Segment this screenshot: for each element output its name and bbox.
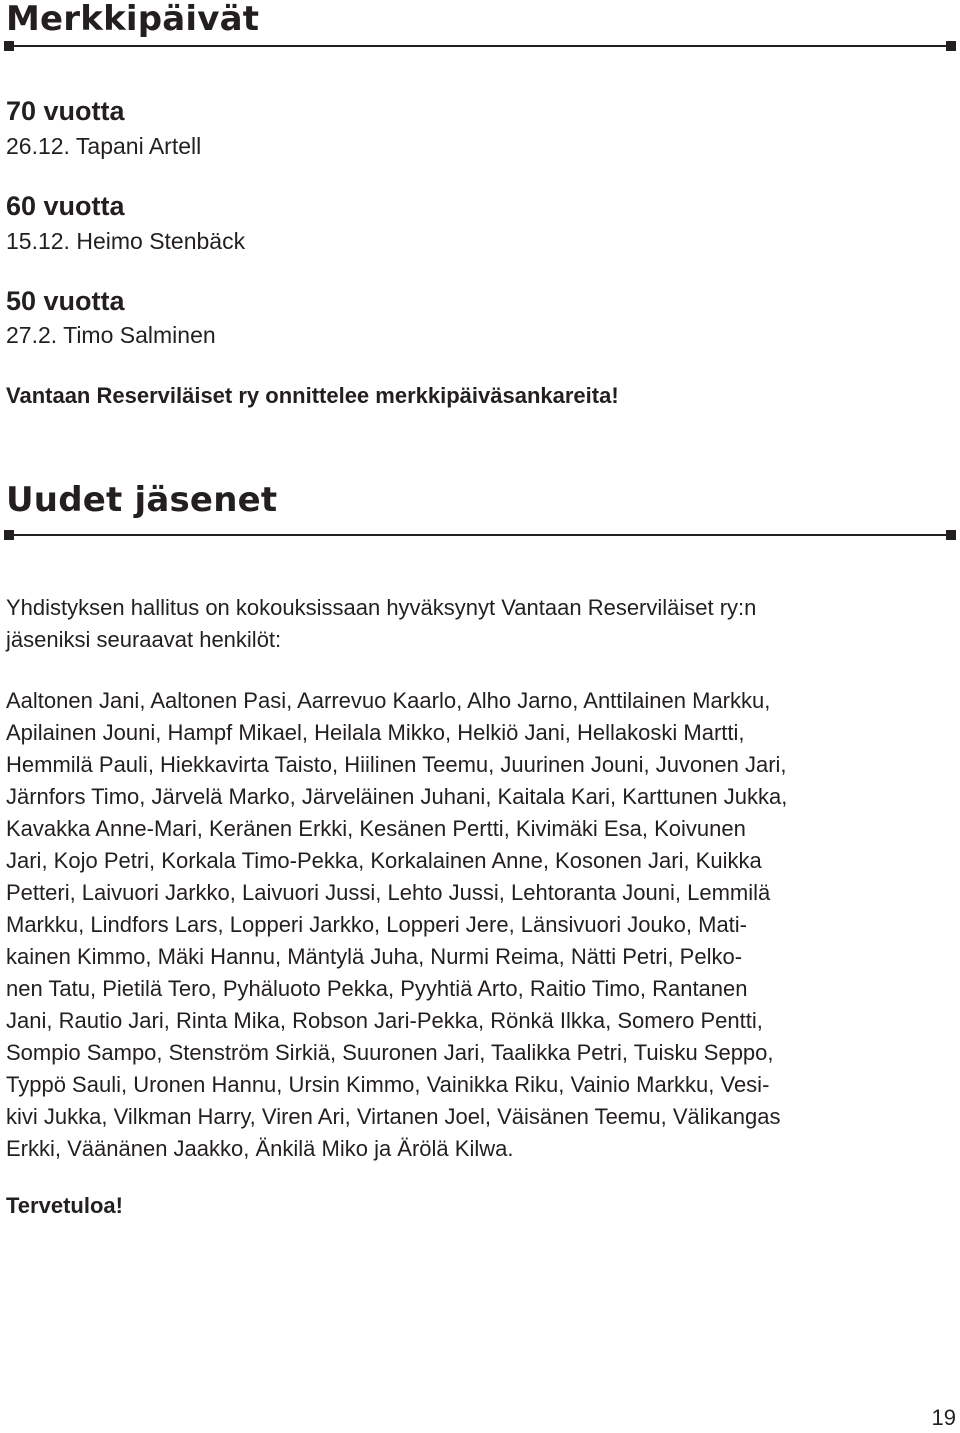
divider-line [4, 534, 956, 536]
members-line: Apilainen Jouni, Hampf Mikael, Heilala Mikko, Helkiö Jani, Hellakoski Martti, [6, 720, 745, 745]
divider-square-right [946, 530, 956, 540]
anniversary-title: 70 vuotta [6, 96, 125, 126]
members-line: Petteri, Laivuori Jarkko, Laivuori Jussi, Lehto Jussi, Lehtoranta Jouni, Lemmilä [6, 880, 771, 905]
divider-square-left [4, 530, 14, 540]
section-divider [4, 529, 956, 541]
section-heading-uudet-jasenet: Uudet jäsenet [6, 480, 278, 520]
divider-square-right [946, 41, 956, 51]
divider-line [4, 45, 956, 47]
intro-line: jäseniksi seuraavat henkilöt: [6, 627, 282, 652]
members-line: Typpö Sauli, Uronen Hannu, Ursin Kimmo, Vainikka Riku, Vainio Markku, Vesi- [6, 1072, 770, 1097]
page-number: 19 [931, 1405, 956, 1430]
members-line: Markku, Lindfors Lars, Lopperi Jarkko, Lopperi Jere, Länsivuori Jouko, Mati- [6, 912, 748, 937]
divider-square-left [4, 41, 14, 51]
members-line: kivi Jukka, Vilkman Harry, Viren Ari, Virtanen Joel, Väisänen Teemu, Välikangas [6, 1104, 781, 1129]
members-line: Kavakka Anne-Mari, Keränen Erkki, Kesänen Pertti, Kivimäki Esa, Koivunen [6, 816, 746, 841]
members-line: nen Tatu, Pietilä Tero, Pyhäluoto Pekka, Pyyhtiä Arto, Raitio Timo, Rantanen [6, 976, 748, 1001]
intro-paragraph [6, 592, 946, 656]
anniversary-entry: 26.12. Tapani Artell [6, 133, 202, 159]
members-line: Sompio Sampo, Stenström Sirkiä, Suuronen Jari, Taalikka Petri, Tuisku Seppo, [6, 1040, 774, 1065]
members-line: kainen Kimmo, Mäki Hannu, Mäntylä Juha, Nurmi Reima, Nätti Petri, Pelko- [6, 944, 743, 969]
anniversary-entry: 15.12. Heimo Stenbäck [6, 228, 246, 254]
members-line: Jani, Rautio Jari, Rinta Mika, Robson Jari-Pekka, Rönkä Ilkka, Somero Pentti, [6, 1008, 763, 1033]
welcome-text: Tervetuloa! [6, 1193, 123, 1218]
members-line: Jari, Kojo Petri, Korkala Timo-Pekka, Korkalainen Anne, Kosonen Jari, Kuikka [6, 848, 762, 873]
section-divider [4, 40, 956, 52]
anniversary-entry: 27.2. Timo Salminen [6, 322, 216, 348]
members-line: Erkki, Väänänen Jaakko, Änkilä Miko ja Ärölä Kilwa. [6, 1136, 514, 1161]
section-heading-merkkipaivat: Merkkipäivät [6, 0, 260, 39]
anniversary-title: 60 vuotta [6, 191, 125, 221]
members-line: Hemmilä Pauli, Hiekkavirta Taisto, Hiilinen Teemu, Juurinen Jouni, Juvonen Jari, [6, 752, 787, 777]
members-line: Aaltonen Jani, Aaltonen Pasi, Aarrevuo Kaarlo, Alho Jarno, Anttilainen Markku, [6, 688, 771, 713]
members-paragraph [6, 685, 946, 1165]
members-line: Järnfors Timo, Järvelä Marko, Järveläinen Juhani, Kaitala Kari, Karttunen Jukka, [6, 784, 788, 809]
anniversary-title: 50 vuotta [6, 286, 125, 316]
intro-line: Yhdistyksen hallitus on kokouksissaan hyväksynyt Vantaan Reserviläiset ry:n [6, 595, 757, 620]
congratulations-text: Vantaan Reserviläiset ry onnittelee merkkipäiväsankareita! [6, 383, 619, 408]
